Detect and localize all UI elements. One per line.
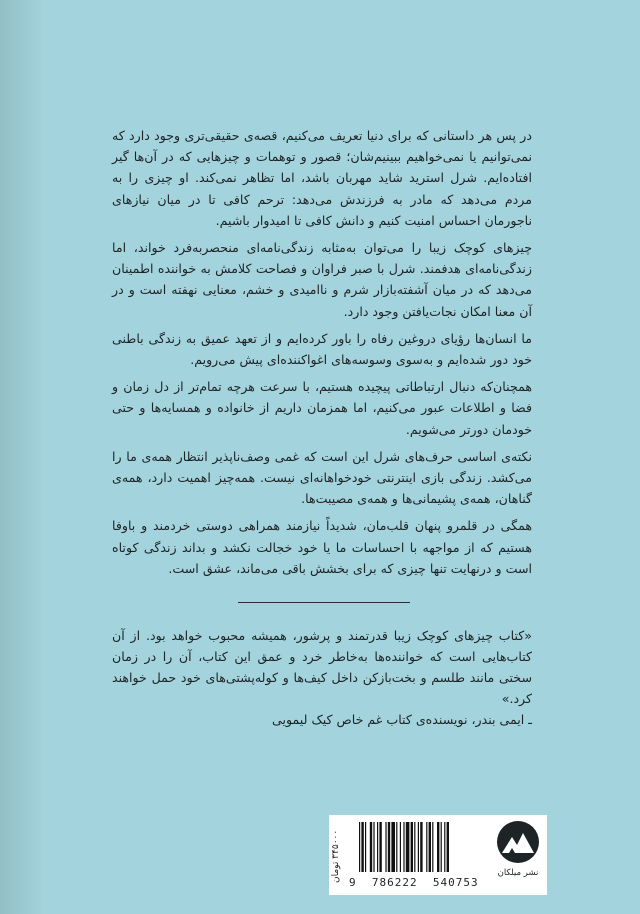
price-label: ۳۴۵۰۰۰ تومان — [331, 829, 341, 883]
quote-text: «کتاب چیزهای کوچک زیبا قدرتمند و پرشور، همیشه محبوب خواهد بود. از آن کتاب‌هایی است که خواننده‌ها به‌خاطر خرد و عمق این کتاب، آن را در زمان سختی مانند طلسم و بخت‌بازکن داخل کیف‌ها و کوله‌پشتی‌های خود حمل خواهند کرد.» — [112, 628, 532, 706]
barcode-icon — [357, 822, 489, 874]
blurb-paragraph: چیزهای کوچک زیبا را می‌توان به‌مثابه زندگی‌نامه‌ای منحصربه‌فرد خواند، اما زندگی‌نامه‌ای هدفمند. شرل با صبر فراوان و فصاحت کلامش به خواننده اطمینان می‌دهد که در میان آشفته‌بازار شرم و ناامیدی و خشم، معنایی نهفته است و در آن معنا امکان نجات‌یافتن وجود دارد. — [112, 240, 532, 319]
publisher-name: نشر میلکان — [497, 868, 539, 878]
blurb-paragraph: در پس هر داستانی که برای دنیا تعریف می‌کنیم، قصه‌ی حقیقی‌تری وجود دارد که نمی‌توانیم یا نمی‌خواهیم ببینیم‌شان؛ قصور و توهمات و چیزهایی که در آن‌ها گیر افتاده‌ایم. شرل استرید شاید مهربان باشد، اما تظاهر نمی‌کند. او چیزی را به مردم می‌دهد که مادر به فرزندش می‌دهد: ترحم کافی تا در میان نیازهای ناجورمان احساس امنیت کنیم و دانش کافی تا امیدوار باشیم. — [112, 128, 532, 228]
publisher-logo — [493, 820, 543, 892]
review-quote — [112, 625, 532, 730]
blurb-paragraph: همچنان‌که دنبال ارتباطاتی پیچیده هستیم، با سرعت هرچه تمام‌تر از دل زمان و فضا و اطلاعات عبور می‌کنیم، اما همزمان داریم از خانواده و همسایه‌ها و حتی خودمان دورتر می‌شویم. — [112, 379, 532, 437]
mountains-in-circle-icon — [496, 820, 540, 864]
blurb-paragraph: نکته‌ی اساسی حرف‌های شرل این است که غمی وصف‌ناپذیر انتظار همه‌ی ما را می‌کشد. زندگی بازی اینترنتی خودخواهانه‌ای نیست. همه‌چیز اهمیت دارد، همه‌ی گناهان، همه‌ی پشیمانی‌ها و همه‌ی مصیبت‌ها. — [112, 448, 532, 507]
back-cover-blurb — [112, 125, 532, 579]
isbn-number: 9 786222 540753 — [349, 876, 479, 889]
spine-shadow — [0, 0, 44, 914]
quote-attribution: ـ ایمی بندر، نویسنده‌ی کتاب غم خاص کیک لیمویی — [272, 712, 532, 727]
blurb-paragraph: ما انسان‌ها رؤیای دروغین رفاه را باور کرده‌ایم و از تعهد عمیق به زندگی باطنی خود دور شده‌ایم و به‌سوی وسوسه‌های اغواکننده‌ای پیش می‌رویم. — [112, 330, 532, 368]
blurb-paragraph: همگی در قلمرو پنهان قلب‌مان، شدیداً نیازمند همراهی دوستی خردمند و باوفا هستیم که از مواجهه با احساسات ما یا خود خجالت نکشد و بداند زندگی کوتاه است و درنهایت تنها چیزی که برای بخشش باقی می‌ماند، عشق است. — [112, 518, 532, 576]
section-divider — [238, 602, 410, 603]
